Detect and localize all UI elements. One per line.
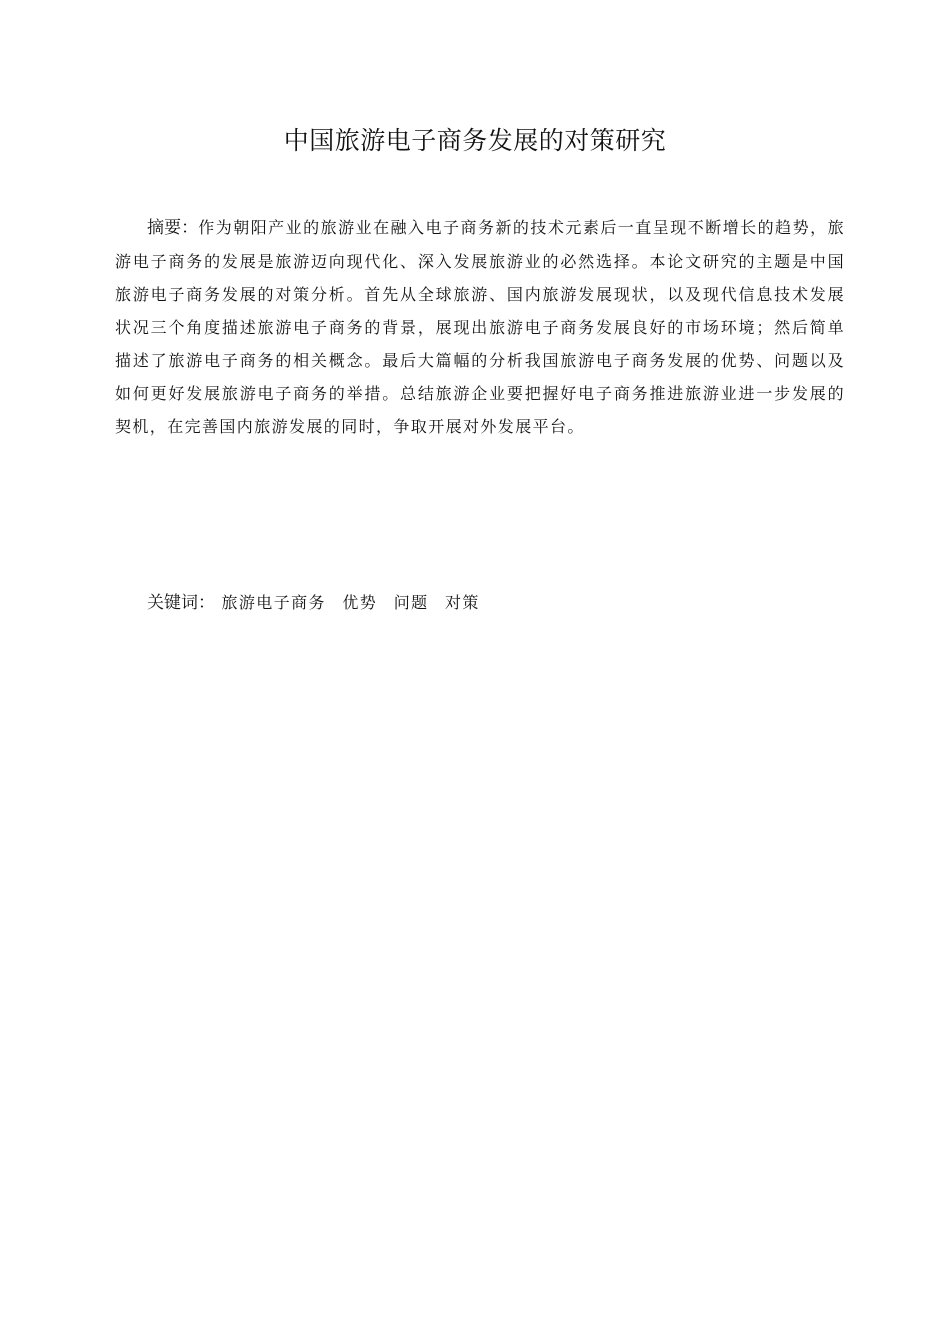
document-title: 中国旅游电子商务发展的对策研究 (283, 126, 667, 155)
keywords-label: 关键词： (147, 593, 215, 613)
keyword: 对策 (445, 593, 480, 612)
abstract-paragraph (115, 211, 845, 443)
abstract-text: 作为朝阳产业的旅游业在融入电子商务新的技术元素后一直呈现不断增长的趋势，旅游电子商务的发展是旅游迈向现代化、深入发展旅游业的必然选择。本论文研究的主题是中国旅游电子商务发展的对策分析。首先从全球旅游、国内旅游发展现状，以及现代信息技术发展状况三个角度描述旅游电子商务的背景，展现出旅游电子商务发展良好的市场环境；然后简单描述了旅游电子商务的相关概念。最后大篇幅的分析我国旅游电子商务发展的优势、问题以及如何更好发展旅游电子商务的举措。总结旅游企业要把握好电子商务推进旅游业进一步发展的契机，在完善国内旅游发展的同时，争取开展对外发展平台。 (115, 218, 845, 436)
keyword: 旅游电子商务 (221, 593, 326, 612)
keyword: 问题 (393, 593, 429, 612)
keyword: 优势 (342, 593, 378, 612)
abstract-label: 摘要： (147, 218, 199, 238)
keywords-line (147, 586, 847, 620)
